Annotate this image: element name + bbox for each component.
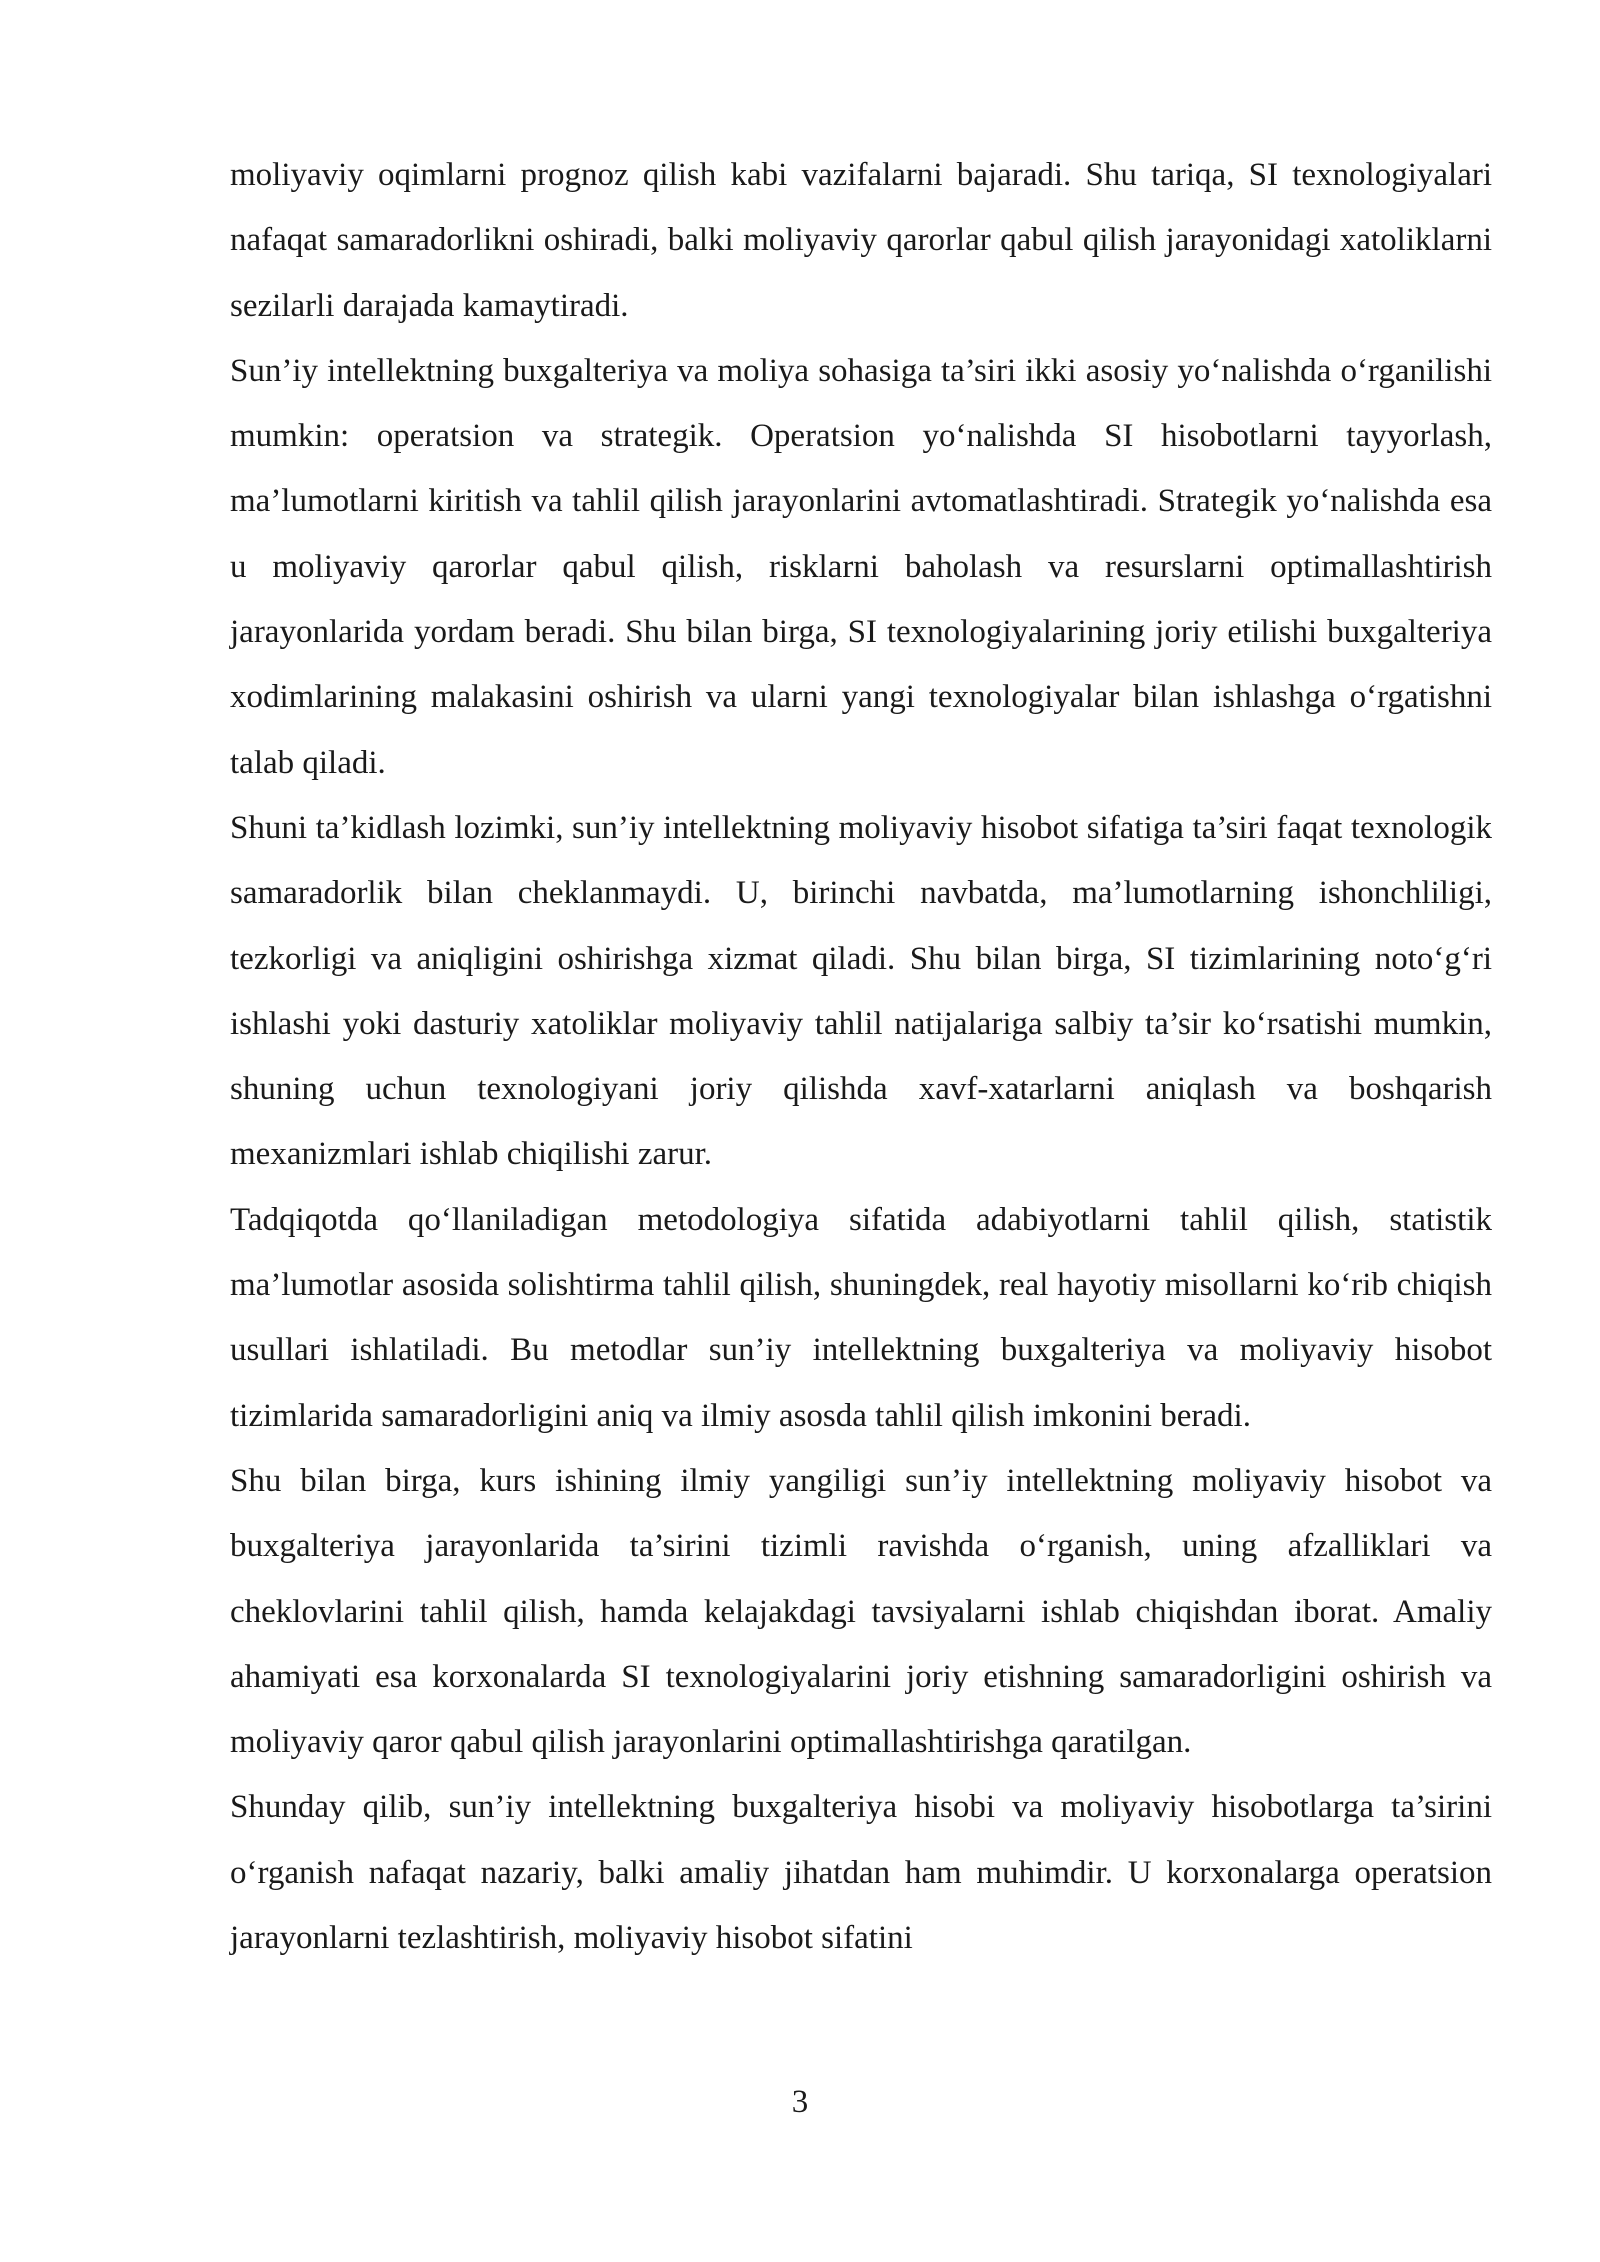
body-text xyxy=(230,143,1492,1971)
page-number: 3 xyxy=(791,2084,809,2120)
paragraph: Tadqiqotda qo‘llaniladigan metodologiya sifatida adabiyotlarni tahlil qilish, statistik ma’lumotlar asosida solishtirma tahlil qilish, shuningdek, real hayotiy misollarni ko‘rib chiqish usullari ishlatiladi. Bu metodlar sun’iy intellektning buxgalteriya va moliyaviy hisobot tizimlarida samaradorligini aniq va ilmiy asosda tahlil qilish imkonini beradi. xyxy=(230,1201,1492,1434)
paragraph: Shu bilan birga, kurs ishining ilmiy yangiligi sun’iy intellektning moliyaviy hisobot va buxgalteriya jarayonlarida ta’sirini tizimli ravishda o‘rganish, uning afzalliklari va cheklovlarini tahlil qilish, hamda kelajakdagi tavsiyalarni ishlab chiqishdan iborat. Amaliy ahamiyati esa korxonalarda SI texnologiyalarini joriy etishning samaradorligini oshirish va moliyaviy qaror qabul qilish jarayonlarini optimallashtirishga qaratilgan. xyxy=(230,1462,1492,1761)
paragraph: Shuni ta’kidlash lozimki, sun’iy intellektning moliyaviy hisobot sifatiga ta’siri faqat texnologik samaradorlik bilan cheklanmaydi. U, birinchi navbatda, ma’lumotlarning ishonchliligi, tezkorligi va aniqligini oshirishga xizmat qiladi. Shu bilan birga, SI tizimlarining noto‘g‘ri ishlashi yoki dasturiy xatoliklar moliyaviy tahlil natijalariga salbiy ta’sir ko‘rsatishi mumkin, shuning uchun texnologiyani joriy qilishda xavf-xatarlarni aniqlash va boshqarish mexanizmlari ishlab chiqilishi zarur. xyxy=(230,809,1492,1173)
paragraph: Sun’iy intellektning buxgalteriya va moliya sohasiga ta’siri ikki asosiy yo‘nalishda o‘rganilishi mumkin: operatsion va strategik. Operatsion yo‘nalishda SI hisobotlarni tayyorlash, ma’lumotlarni kiritish va tahlil qilish jarayonlarini avtomatlashtiradi. Strategik yo‘nalishda esa u moliyaviy qarorlar qabul qilish, risklarni baholash va resurslarni optimallashtirish jarayonlarida yordam beradi. Shu bilan birga, SI texnologiyalarining joriy etilishi buxgalteriya xodimlarining malakasini oshirish va ularni yangi texnologiyalar bilan ishlashga o‘rgatishni talab qiladi. xyxy=(230,352,1492,781)
paragraph: Shunday qilib, sun’iy intellektning buxgalteriya hisobi va moliyaviy hisobotlarga ta’sirini o‘rganish nafaqat nazariy, balki amaliy jihatdan ham muhimdir. U korxonalarga operatsion jarayonlarni tezlashtirish, moliyaviy hisobot sifatini xyxy=(230,1789,1492,1957)
paragraph: moliyaviy oqimlarni prognoz qilish kabi vazifalarni bajaradi. Shu tariqa, SI texnologiyalari nafaqat samaradorlikni oshiradi, balki moliyaviy qarorlar qabul qilish jarayonidagi xatoliklarni sezilarli darajada kamaytiradi. xyxy=(230,157,1492,324)
